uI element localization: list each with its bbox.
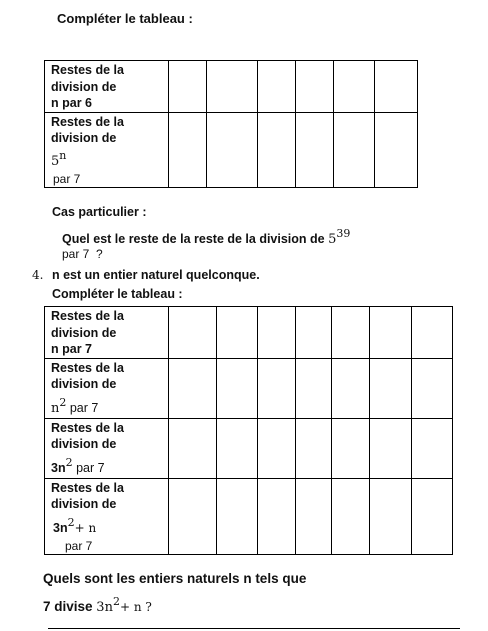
answer-cell[interactable] bbox=[334, 112, 375, 188]
table-row bbox=[45, 358, 453, 418]
answer-cell[interactable] bbox=[258, 307, 296, 359]
answer-cell[interactable] bbox=[217, 307, 258, 359]
special-case-heading: Cas particulier : bbox=[52, 205, 147, 219]
answer-cell[interactable] bbox=[258, 418, 296, 478]
answer-cell[interactable] bbox=[412, 307, 453, 359]
row-label-3n2-plus-n-mod7: Restes de la division de 3n2+ n par 7 bbox=[45, 478, 169, 555]
answer-cell[interactable] bbox=[207, 112, 258, 188]
answer-cell[interactable] bbox=[169, 112, 207, 188]
answer-cell[interactable] bbox=[296, 358, 332, 418]
table-row bbox=[45, 307, 453, 359]
answer-cell[interactable] bbox=[334, 61, 375, 113]
answer-cell[interactable] bbox=[412, 358, 453, 418]
answer-cell[interactable] bbox=[370, 478, 412, 555]
table-row bbox=[45, 61, 418, 113]
final-question-line1: Quels sont les entiers naturels n tels que bbox=[43, 571, 307, 586]
answer-cell[interactable] bbox=[169, 418, 217, 478]
answer-cell[interactable] bbox=[296, 112, 334, 188]
answer-cell[interactable] bbox=[296, 478, 332, 555]
answer-cell[interactable] bbox=[332, 478, 370, 555]
answer-cell[interactable] bbox=[217, 358, 258, 418]
row-label-3n2-mod7: Restes de la division de 3n2 par 7 bbox=[45, 418, 169, 478]
special-case-question-tail: par 7 ? bbox=[62, 247, 103, 261]
answer-cell[interactable] bbox=[370, 418, 412, 478]
item4-text: n est un entier naturel quelconque. bbox=[52, 268, 260, 282]
answer-cell[interactable] bbox=[296, 307, 332, 359]
row-label-5n-mod7: Restes de la division de 5$^n$ par 7 bbox=[45, 112, 169, 188]
item4-heading: Compléter le tableau : bbox=[52, 287, 183, 301]
row-label-n2-mod7: Restes de la division de $n^2$ par 7 bbox=[45, 358, 169, 418]
answer-cell[interactable] bbox=[258, 358, 296, 418]
answer-cell[interactable] bbox=[207, 61, 258, 113]
table-remainders-mod7 bbox=[44, 306, 453, 555]
page-divider bbox=[48, 628, 460, 629]
answer-cell[interactable] bbox=[217, 418, 258, 478]
answer-cell[interactable] bbox=[169, 478, 217, 555]
special-case-question: Quel est le reste de la reste de la division de $5^{39}$ bbox=[62, 227, 351, 247]
row-label-n-mod6: Restes de la division de n par 6 bbox=[45, 61, 169, 113]
answer-cell[interactable] bbox=[375, 112, 418, 188]
answer-cell[interactable] bbox=[217, 478, 258, 555]
table-row bbox=[45, 112, 418, 188]
answer-cell[interactable] bbox=[375, 61, 418, 113]
answer-cell[interactable] bbox=[169, 307, 217, 359]
final-question-line2: 7 divise $3n^2+ n$ ? bbox=[43, 595, 152, 615]
answer-cell[interactable] bbox=[370, 358, 412, 418]
answer-cell[interactable] bbox=[412, 418, 453, 478]
answer-cell[interactable] bbox=[332, 307, 370, 359]
answer-cell[interactable] bbox=[169, 61, 207, 113]
answer-cell[interactable] bbox=[412, 478, 453, 555]
answer-cell[interactable] bbox=[296, 61, 334, 113]
answer-cell[interactable] bbox=[332, 358, 370, 418]
table-row bbox=[45, 478, 453, 555]
row-label-n-mod7: Restes de la division de n par 7 bbox=[45, 307, 169, 359]
answer-cell[interactable] bbox=[258, 478, 296, 555]
answer-cell[interactable] bbox=[332, 418, 370, 478]
answer-cell[interactable] bbox=[296, 418, 332, 478]
answer-cell[interactable] bbox=[258, 61, 296, 113]
table-row bbox=[45, 418, 453, 478]
item-number: 4. bbox=[32, 268, 44, 282]
answer-cell[interactable] bbox=[258, 112, 296, 188]
section1-heading: Compléter le tableau : bbox=[57, 11, 193, 26]
answer-cell[interactable] bbox=[370, 307, 412, 359]
answer-cell[interactable] bbox=[169, 358, 217, 418]
table-remainders-n-mod6 bbox=[44, 60, 418, 188]
